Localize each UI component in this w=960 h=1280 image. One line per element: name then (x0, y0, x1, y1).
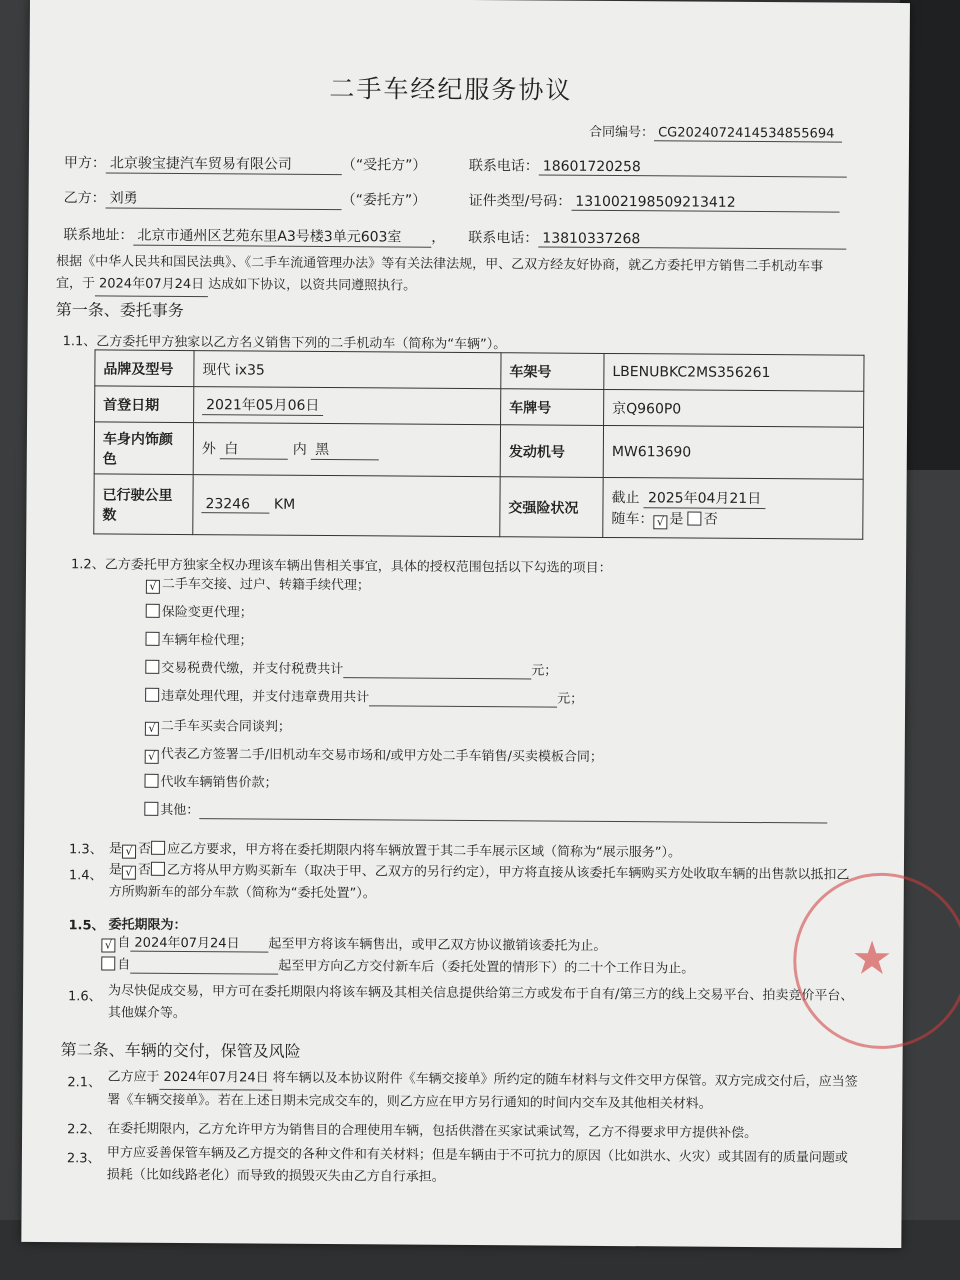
reg-date-cell (194, 387, 501, 425)
vin-value: LBENUBKC2MS356261 (604, 353, 864, 391)
insurance-with-label: 随车： (611, 510, 654, 527)
party-b-id (469, 190, 840, 213)
no-checkbox[interactable] (151, 841, 165, 855)
reg-date-label: 首登日期 (95, 386, 194, 423)
clause-1-4-number: 1.4、 (68, 868, 103, 884)
vin-label: 车架号 (501, 353, 604, 390)
clause-1-6 (108, 980, 888, 1029)
term-option-2 (101, 953, 694, 977)
party-a-phone-value: 18601720258 (539, 158, 847, 177)
party-a-role: （“受托方”） (341, 157, 427, 174)
clause-2-1-number: 2.1、 (67, 1075, 102, 1091)
option-label: 车辆年检代理； (161, 632, 253, 649)
option-checkbox[interactable] (144, 774, 158, 788)
clause-1-4-yes-label: 是 (108, 862, 122, 878)
clause-1-6-line-1: 为尽快促成交易，甲方可在委托期限内将该车辆及其相关信息提供给第三方或发布于自有/第三方的线上交易平台、拍卖竞价平台、 (108, 983, 854, 1004)
yes-checkbox[interactable]: √ (653, 515, 667, 529)
party-b-id-value: 131002198509213412 (571, 194, 839, 213)
color-in-label: 内 (292, 441, 307, 458)
clause-1-4-no-label: 否 (137, 862, 152, 878)
document-title: 二手车经纪服务协议 (329, 74, 573, 105)
authorization-option (145, 743, 603, 767)
clause-1-3-yes-label: 是 (109, 841, 123, 857)
delivery-date: 2024年07月24日 (159, 1067, 272, 1091)
intro-paragraph (56, 251, 896, 302)
term-option-1 (101, 931, 606, 956)
reg-date-value: 2021年05月06日 (202, 394, 323, 416)
plate-label: 车牌号 (501, 389, 604, 426)
option-checkbox[interactable] (145, 632, 159, 646)
party-b-row (64, 187, 427, 211)
no-checkbox[interactable] (688, 511, 702, 525)
term-from-2: 自 (117, 957, 131, 973)
insurance-label: 交强险状况 (500, 477, 603, 538)
authorization-option (145, 657, 557, 680)
phone-label: 联系电话： (468, 157, 539, 175)
mileage-unit: KM (273, 496, 296, 513)
authorization-option (145, 629, 252, 649)
option-checkbox[interactable]: √ (145, 750, 159, 764)
option-blank[interactable] (369, 690, 557, 707)
section-1-title: 第一条、委托事务 (55, 300, 184, 321)
insurance-cell (603, 477, 863, 539)
option-checkbox[interactable] (145, 688, 159, 702)
authorization-option (145, 715, 291, 737)
option-label: 交易税费代缴，并支付税费共计 (161, 660, 344, 678)
contract-number-value: CG2024072414534855694 (654, 125, 842, 142)
party-a-phone (469, 155, 847, 178)
contract-document (21, 0, 910, 1248)
engine-label: 发动机号 (500, 425, 603, 478)
yes-checkbox[interactable]: √ (122, 866, 136, 880)
clause-2-1-line-2: 署《车辆交接单》。若在上述日期未完成交车的，则乙方应在甲方另行通知的时间内交车及其他相关材料。 (107, 1092, 712, 1112)
party-b-phone (468, 227, 846, 250)
id-label: 证件类型/号码： (468, 192, 572, 210)
clause-2-3-number: 2.3、 (66, 1151, 101, 1167)
mileage-cell (193, 475, 500, 537)
plate-value: 京Q960P0 (604, 389, 864, 427)
no-label: 否 (703, 511, 718, 528)
term-checkbox-1[interactable]: √ (101, 938, 115, 952)
clause-2-2-number: 2.2、 (67, 1122, 101, 1138)
address-row (63, 224, 445, 248)
interior-color: 黑 (311, 439, 379, 460)
party-a-name: 北京骏宝捷汽车贸易有限公司 (106, 152, 342, 175)
option-label: 代收车辆销售价款； (160, 774, 278, 791)
address-label: 联系地址： (63, 227, 134, 244)
seal-star-icon: ★ (851, 930, 893, 985)
option-label: 代表乙方签署二手/旧机动车交易市场和/或甲方处二手车销售/买卖模板合同； (160, 746, 603, 765)
option-checkbox[interactable]: √ (146, 580, 160, 594)
clause-1-3 (109, 838, 681, 863)
term-text-2: 起至甲方向乙方交付新车后（委托处置的情形下）的二十个工作日为止。 (278, 958, 695, 977)
option-checkbox[interactable]: √ (145, 722, 159, 736)
option-label: 二手车买卖合同谈判； (160, 718, 291, 735)
address-separator: ， (431, 229, 446, 246)
intro-text-2: 达成如下协议，以资共同遵照执行。 (208, 277, 417, 294)
section-2-title: 第二条、车辆的交付，保管及风险 (60, 1040, 301, 1061)
option-suffix: 元； (531, 663, 558, 679)
intro-line-1: 根据《中华人民共和国民法典》、《二手车流通管理办法》等有关法律法规，甲、乙双方经友好协商，就乙方委托甲方销售二手机动车事 (56, 254, 824, 275)
authorization-option (145, 685, 583, 708)
no-checkbox[interactable] (151, 862, 165, 876)
intro-text: 宜，于 (55, 276, 96, 292)
term-from-1: 自 (117, 935, 131, 951)
clause-2-1-text-b: 将车辆以及本协议附件《车辆交接单》所约定的随车材料与文件交甲方保管。双方完成交付后，应当签 (272, 1070, 858, 1090)
term-date: 2024年07月24日 (130, 932, 268, 953)
option-blank[interactable] (343, 662, 531, 679)
brand-value: 现代 ix35 (194, 351, 501, 389)
clause-1-5-title: 委托期限为： (108, 917, 187, 934)
authorization-option (144, 771, 277, 791)
clause-1-4-text-2: 方所购新车的部分车款（简称为“委托处置”）。 (108, 884, 376, 902)
insurance-until-label: 截止 (611, 489, 640, 506)
authorization-option (146, 573, 370, 596)
brand-label: 品牌及型号 (95, 350, 194, 387)
option-label: 二手车交接、过户、转籍手续代理； (161, 576, 370, 594)
vehicle-info-table (93, 349, 864, 539)
color-cell (193, 423, 500, 477)
phone-label: 联系电话： (468, 229, 539, 247)
option-checkbox[interactable] (145, 660, 159, 674)
option-label: 保险变更代理； (161, 604, 253, 621)
option-checkbox[interactable] (146, 604, 160, 618)
party-a-row (64, 152, 427, 176)
clause-1-6-line-2: 其他媒介等。 (107, 1005, 186, 1022)
clause-1-5-number: 1.5、 (68, 918, 105, 934)
clause-1-4 (109, 860, 889, 909)
option-suffix: 元； (557, 691, 584, 707)
clause-1-3-number: 1.3、 (69, 842, 103, 858)
clause-1-3-text: 应乙方要求，甲方将在委托期限内将车辆放置于其二手车展示区域（简称为“展示服务”）。 (167, 841, 682, 861)
clause-2-1-text-a: 乙方应于 (107, 1069, 160, 1085)
party-b-role: （“委托方”） (341, 192, 427, 209)
clause-1-4-text-1: 乙方将从甲方购买新车（取决于甲、乙双方的另行约定），甲方将直接从该委托车辆购买方处收取车辆的出售款以抵扣乙 (166, 862, 850, 883)
term-text-1: 起至甲方将该车辆售出，或甲乙双方协议撤销该委托为止。 (268, 936, 607, 954)
party-b-label: 乙方： (63, 190, 106, 207)
party-a-label: 甲方： (63, 155, 106, 172)
clause-2-1 (107, 1066, 897, 1117)
color-out-label: 外 (201, 441, 216, 458)
clause-2-3 (107, 1142, 897, 1192)
clause-2-3-line-2: 损耗（比如线路老化）而导致的损毁灭失由乙方自行承担。 (106, 1167, 445, 1185)
yes-label: 是 (669, 510, 684, 528)
mileage-value: 23246 (201, 496, 269, 513)
color-label: 车身内饰颜色 (94, 422, 193, 475)
party-b-name: 刘勇 (106, 187, 342, 210)
contract-number (589, 121, 842, 143)
clause-1-3-no-label: 否 (138, 841, 152, 857)
option-blank[interactable] (199, 803, 827, 823)
yes-checkbox[interactable]: √ (122, 845, 136, 859)
option-label: 其他： (160, 802, 200, 819)
engine-value: MW613690 (603, 425, 863, 479)
address-value: 北京市通州区艺苑东里A3号楼3单元603室 (133, 225, 431, 248)
mileage-label: 已行驶公里数 (94, 474, 193, 535)
intro-date: 2024年07月24日 (95, 273, 208, 297)
option-label: 违章处理代理，并支付违章费用共计 (161, 688, 370, 706)
clause-2-2: 在委托期限内，乙方允许甲方为销售目的合理使用车辆，包括供潜在买家试乘试驾，乙方不得要求甲方提供补偿。 (107, 1121, 758, 1142)
clause-2-3-line-1: 甲方应妥善保管车辆及乙方提交的各种文件和有关材料；但是车辆由于不可抗力的原因（比如洪水、火灾）或其固有的质量问题或 (106, 1145, 848, 1166)
authorization-option (146, 601, 253, 621)
clause-1-6-number: 1.6、 (67, 989, 102, 1005)
term-checkbox-2[interactable] (101, 956, 115, 970)
option-checkbox[interactable] (144, 802, 158, 816)
party-b-phone-value: 13810337268 (538, 230, 846, 249)
exterior-color: 白 (220, 438, 288, 459)
authorization-option (144, 799, 827, 824)
clause-1-1: 1.1、乙方委托甲方独家以乙方名义销售下列的二手机动车（简称为“车辆”）。 (62, 334, 507, 353)
clause-1-2: 1.2、乙方委托甲方独家全权办理该车辆出售相关事宜，具体的授权范围包括以下勾选的项目： (70, 557, 612, 577)
insurance-until-date: 2025年04月21日 (644, 487, 765, 509)
contract-number-label: 合同编号： (589, 124, 655, 141)
